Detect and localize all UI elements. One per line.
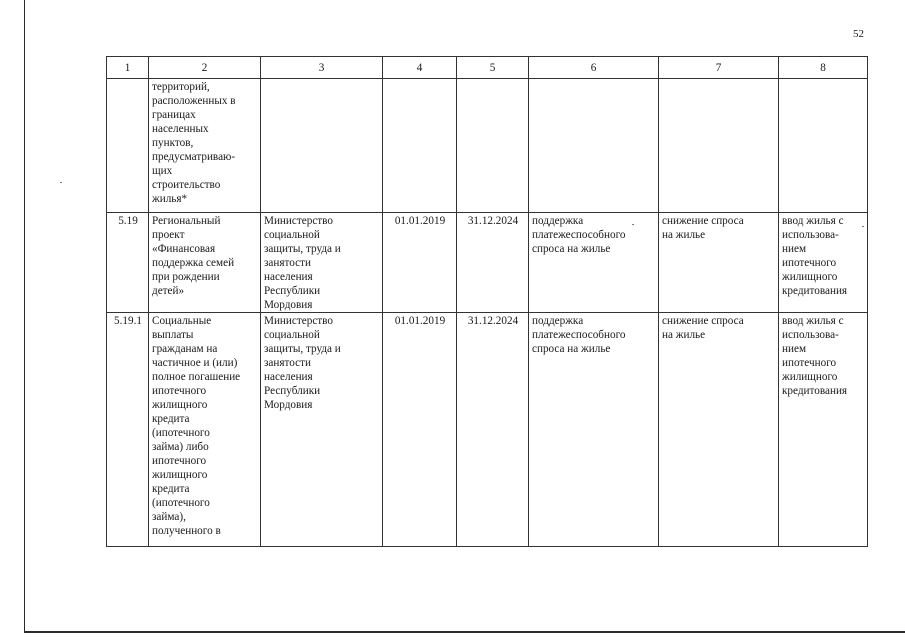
column-header: 6 [529, 57, 659, 79]
start-date-cell: 01.01.2019 [383, 313, 457, 547]
table-row [107, 313, 868, 547]
column-header: 3 [261, 57, 383, 79]
column-header: 2 [149, 57, 261, 79]
row-number-cell [107, 79, 149, 213]
end-date-cell: 31.12.2024 [457, 313, 529, 547]
start-date-cell: 01.01.2019 [383, 213, 457, 313]
indicator-cell: ввод жилья с использова- нием ипотечного жилищного кредитования [779, 313, 868, 547]
executor-cell [261, 79, 383, 213]
measure-name-cell: Региональный проект «Финансовая поддержка семей при рождении детей» [149, 213, 261, 313]
table-row [107, 213, 868, 313]
program-table [106, 56, 868, 547]
row-number-cell: 5.19 [107, 213, 149, 313]
expected-result-cell: поддержка платежеспособного спроса на жилье [529, 313, 659, 547]
column-header: 7 [659, 57, 779, 79]
measure-name-cell: территорий, расположенных в границах населенных пунктов, предусматриваю- щих строительство жилья* [149, 79, 261, 213]
executor-cell: Министерство социальной защиты, труда и занятости населения Республики Мордовия [261, 313, 383, 547]
page-edge-left [24, 0, 25, 632]
table-row [107, 79, 868, 213]
table-header-row [107, 57, 868, 79]
executor-cell: Министерство социальной защиты, труда и занятости населения Республики Мордовия [261, 213, 383, 313]
column-header: 1 [107, 57, 149, 79]
row-number-cell: 5.19.1 [107, 313, 149, 547]
consequence-cell: снижение спроса на жилье [659, 213, 779, 313]
expected-result-cell [529, 79, 659, 213]
measure-name-cell: Социальные выплаты гражданам на частичное и (или) полное погашение ипотечного жилищного кредита (ипотечного займа) либо ипотечного жилищного кредита (ипотечного займа), полученного в [149, 313, 261, 547]
column-header: 4 [383, 57, 457, 79]
page-edge-bottom [24, 631, 905, 633]
column-header: 5 [457, 57, 529, 79]
consequence-cell: снижение спроса на жилье [659, 313, 779, 547]
scan-speck [60, 182, 62, 183]
start-date-cell [383, 79, 457, 213]
expected-result-cell: поддержка платежеспособного спроса на жилье [529, 213, 659, 313]
indicator-cell: ввод жилья с использова- нием ипотечного жилищного кредитования [779, 213, 868, 313]
consequence-cell [659, 79, 779, 213]
end-date-cell [457, 79, 529, 213]
indicator-cell [779, 79, 868, 213]
end-date-cell: 31.12.2024 [457, 213, 529, 313]
page-number: 52 [853, 28, 864, 40]
column-header: 8 [779, 57, 868, 79]
